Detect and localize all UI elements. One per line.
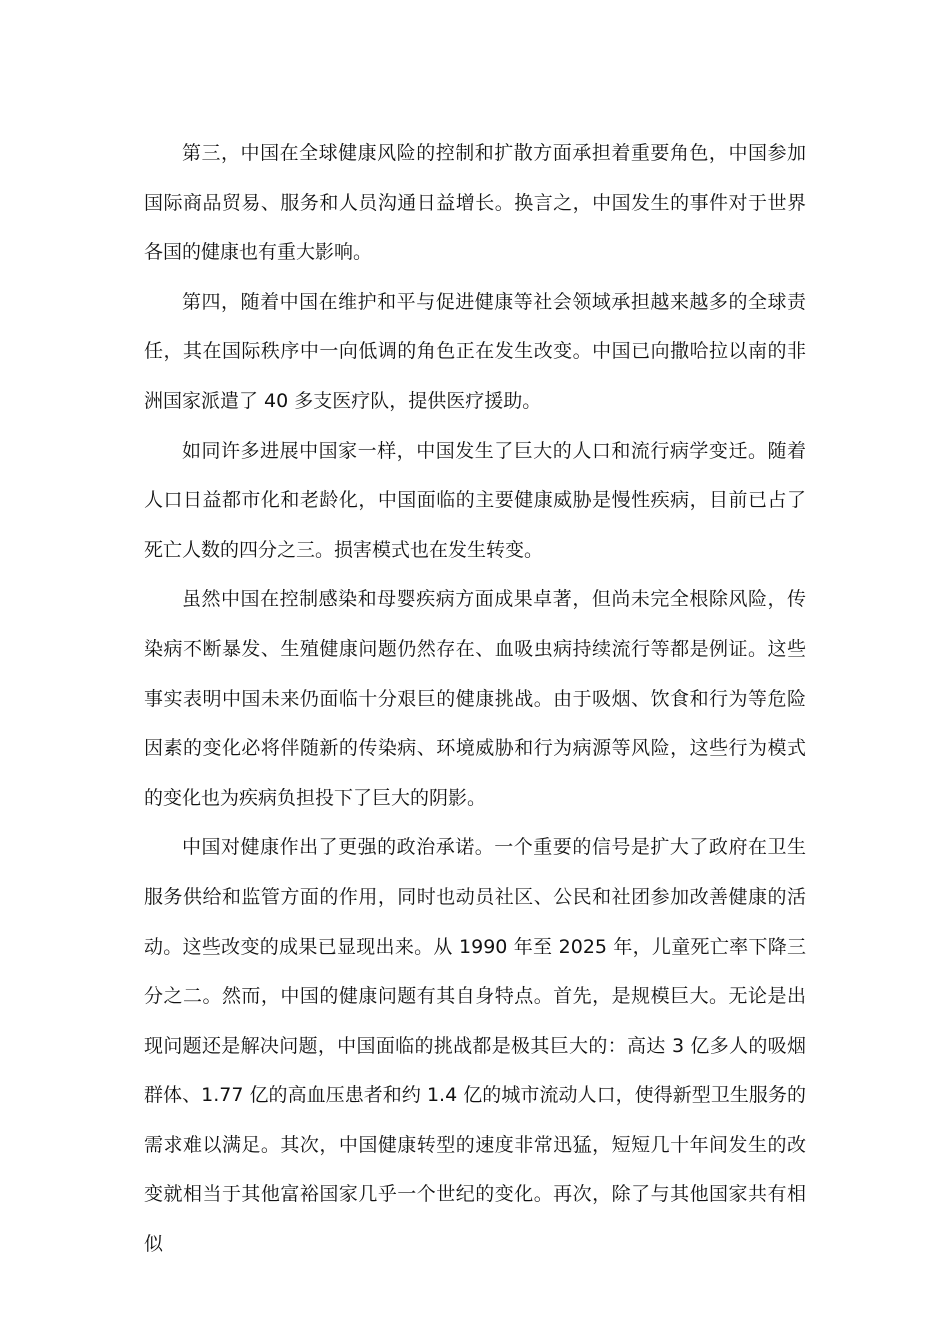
- document-body: [144, 129, 806, 1270]
- paragraph-4: 虽然中国在控制感染和母婴疾病方面成果卓著，但尚未完全根除风险，传染病不断暴发、生殖健康问题仍然存在、血吸虫病持续流行等都是例证。这些事实表明中国未来仍面临十分艰巨的健康挑战。由于吸烟、饮食和行为等危险因素的变化必将伴随新的传染病、环境威胁和行为病源等风险，这些行为模式的变化也为疾病负担投下了巨大的阴影。: [144, 588, 806, 809]
- paragraph-1: 第三，中国在全球健康风险的控制和扩散方面承担着重要角色，中国参加国际商品贸易、服务和人员沟通日益增长。换言之，中国发生的事件对于世界各国的健康也有重大影响。: [144, 142, 806, 264]
- paragraph-3: 如同许多进展中国家一样，中国发生了巨大的人口和流行病学变迁。随着人口日益都市化和老龄化，中国面临的主要健康威胁是慢性疾病，目前已占了死亡人数的四分之三。损害模式也在发生转变。: [144, 439, 806, 561]
- paragraph-5: 中国对健康作出了更强的政治承诺。一个重要的信号是扩大了政府在卫生服务供给和监管方面的作用，同时也动员社区、公民和社团参加改善健康的活动。这些改变的成果已显现出来。从 1990 年至 2025 年，儿童死亡率下降三分之二。然而，中国的健康问题有其自身特点。首先，是规模巨大。无论是出现问题还是解决问题，中国面临的挑战都是极其巨大的：高达 3 亿多人的吸烟群体、1.77 亿的高血压患者和约 1.4 亿的城市流动人口，使得新型卫生服务的需求难以满足。其次，中国健康转型的速度非常迅猛，短短几十年间发生的改变就相当于其他富裕国家几乎一个世纪的变化。再次，除了与其他国家共有相似: [144, 836, 806, 1256]
- paragraph-2: 第四，随着中国在维护和平与促进健康等社会领域承担越来越多的全球责任，其在国际秩序中一向低调的角色正在发生改变。中国已向撒哈拉以南的非洲国家派遣了 40 多支医疗队，提供医疗援助。: [144, 290, 806, 412]
